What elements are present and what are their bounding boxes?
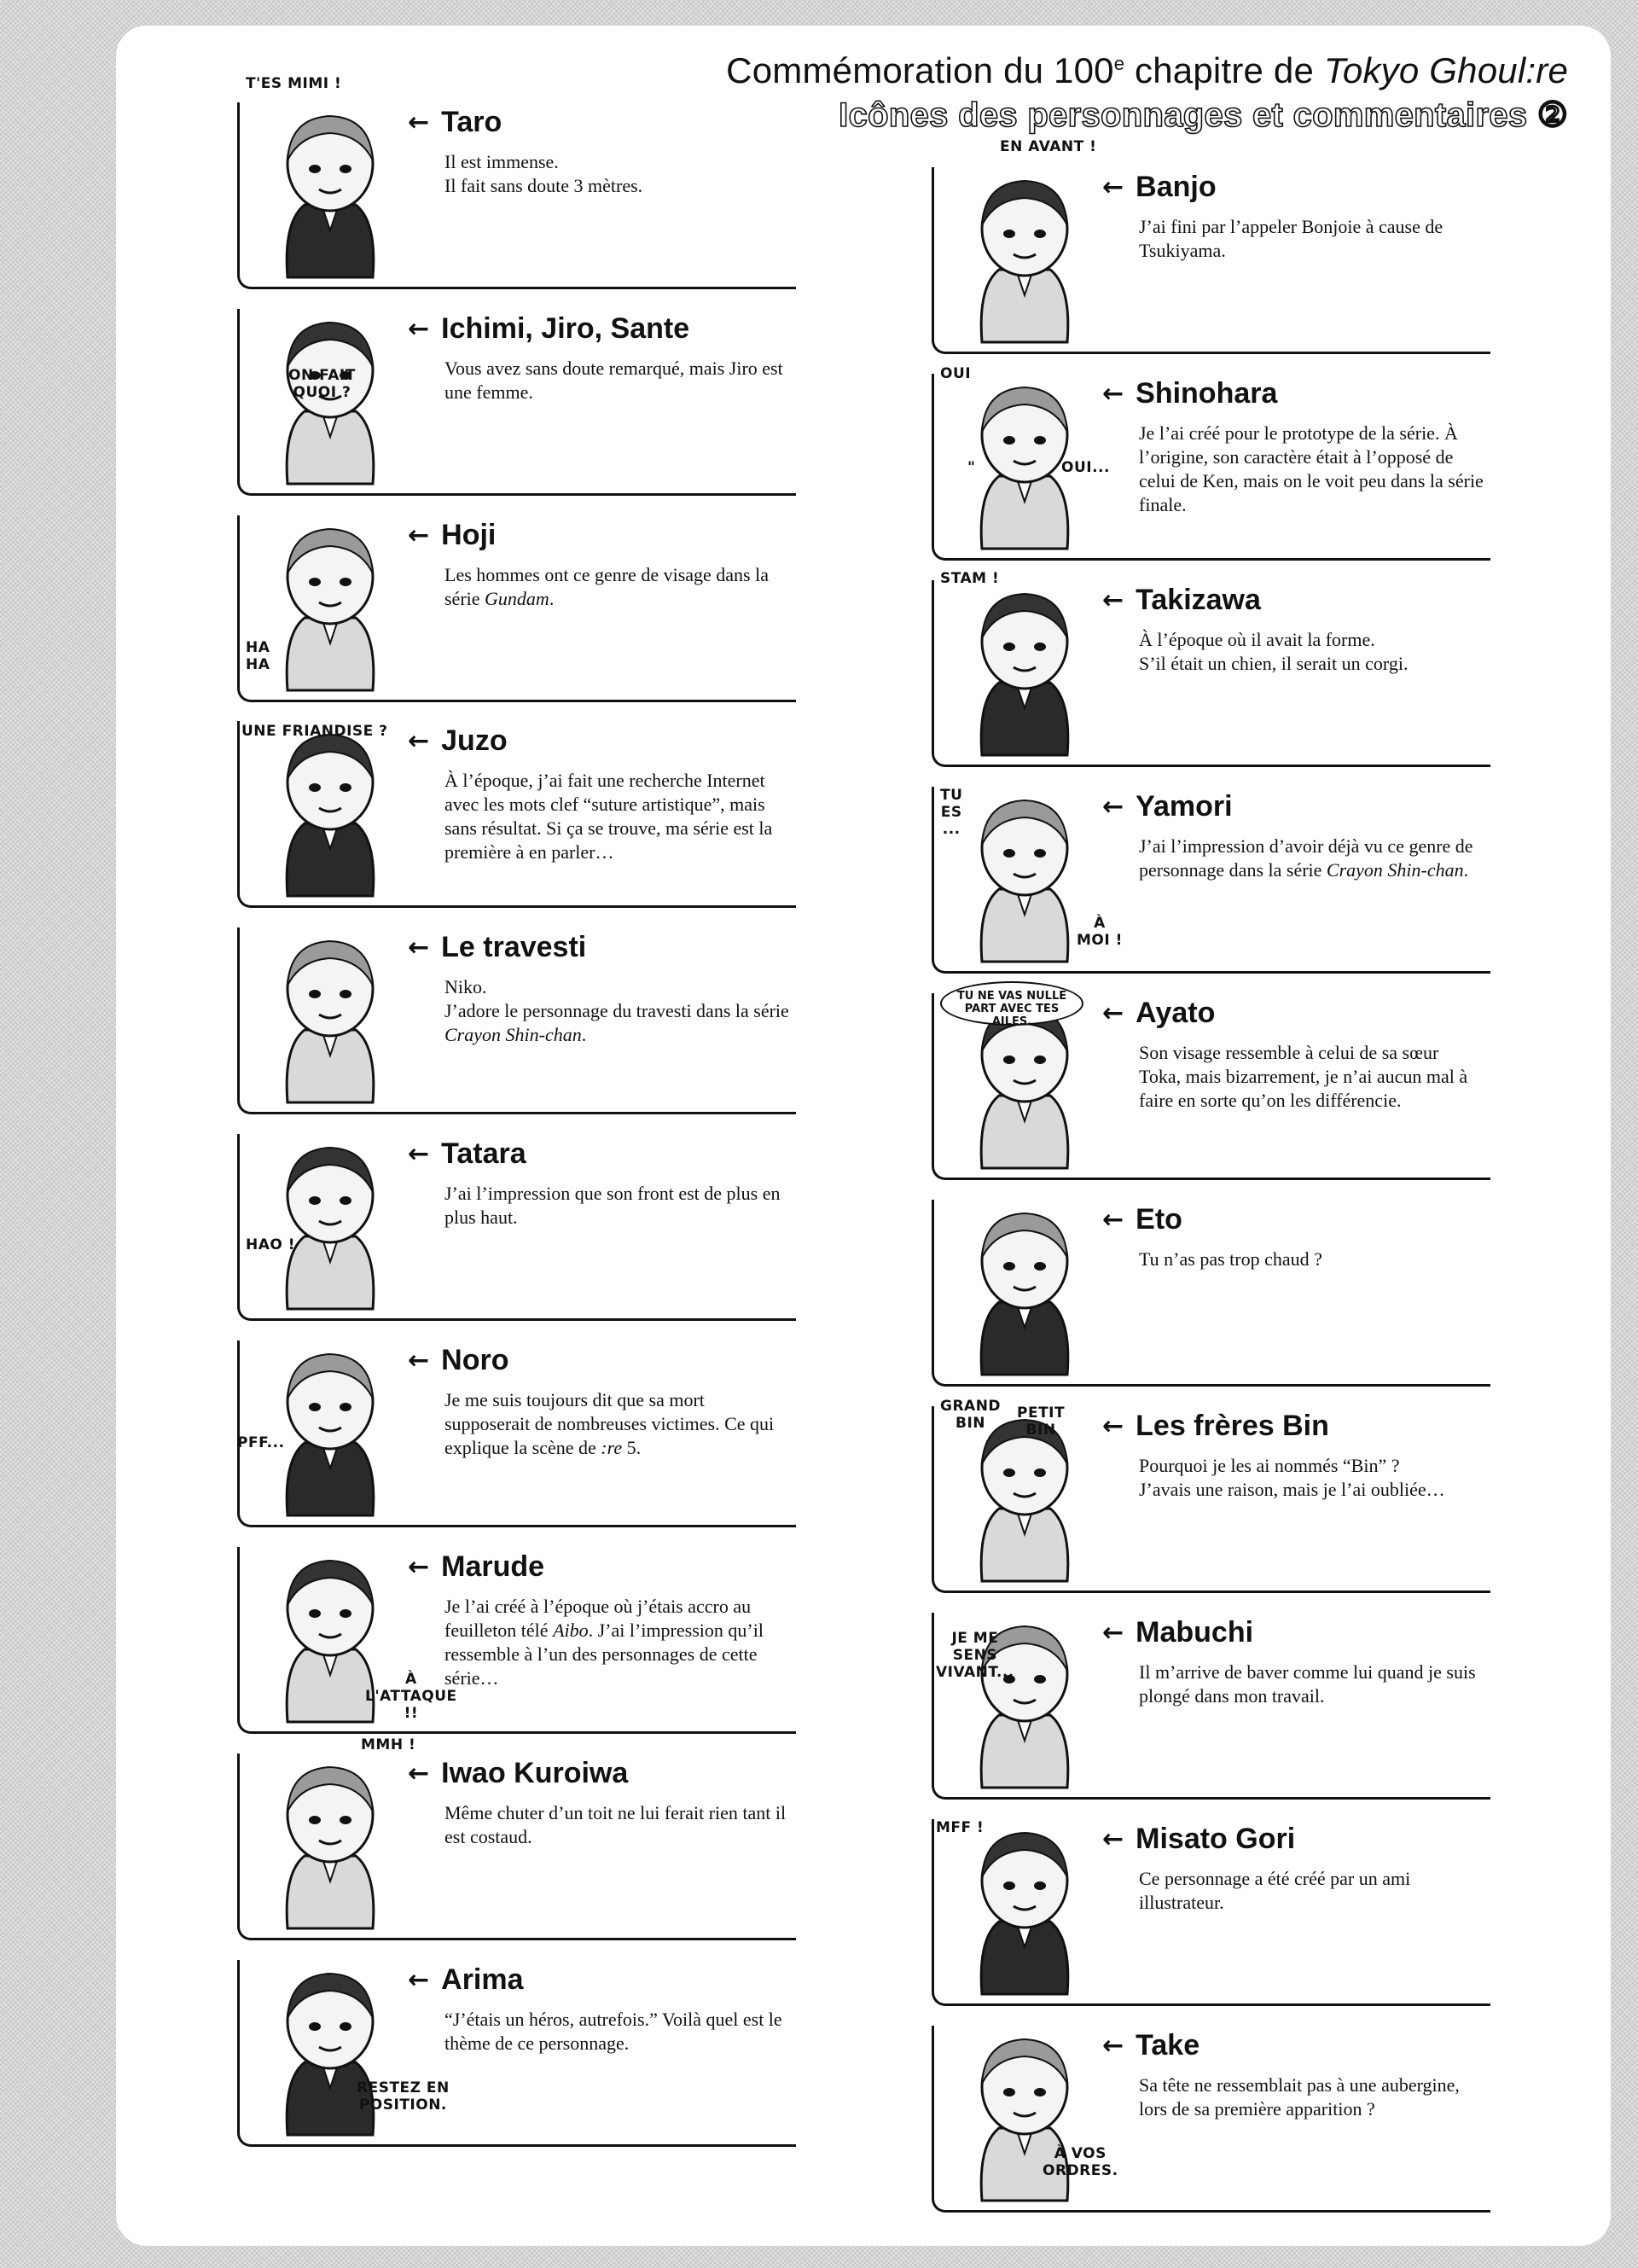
character-entry <box>932 365 1495 561</box>
name-row <box>1102 1616 1253 1649</box>
comment-text-end: . <box>549 588 555 609</box>
character-name: Taro <box>441 106 502 138</box>
character-name: Juzo <box>441 724 508 757</box>
name-row <box>408 1757 628 1790</box>
bun-hair-icon <box>944 1811 1106 2000</box>
heart-character-icon <box>249 919 411 1108</box>
character-entry <box>932 778 1495 974</box>
comment-italic: Aibo <box>553 1620 589 1641</box>
character-entry <box>237 712 800 909</box>
character-comment <box>1139 1247 1484 1271</box>
comment-text: Les hommes ont ce genre de visage dans la série <box>444 564 769 609</box>
name-row <box>408 1963 524 1997</box>
comment-line: “J’étais un héros, autrefois.” Voilà quel est le thème de ce personnage. <box>444 2009 782 2054</box>
character-comment <box>1139 215 1484 263</box>
exclamation-text-3: " <box>967 459 976 476</box>
character-comment <box>1139 1454 1484 1502</box>
exclamation-text-2: À MOI ! <box>1077 915 1123 949</box>
character-name: Tatara <box>441 1137 526 1170</box>
character-name: Yamori <box>1136 790 1233 823</box>
character-comment <box>1139 1660 1484 1708</box>
character-name: Eto <box>1136 1203 1182 1236</box>
comment-line: À l’époque, j’ai fait une recherche Internet avec les mots clef “suture artistique”, mais sans résultat. Si ça se trouve, ma série est la première à en parler… <box>444 770 773 863</box>
spiky-hair-icon <box>944 572 1106 761</box>
comment-line: Même chuter d’un toit ne lui ferait rien tant il est costaud. <box>444 1802 787 1847</box>
exclamation-text-2: OUI... <box>1061 459 1110 476</box>
comment-line: Il est immense. <box>444 151 559 172</box>
page-subtitle: Icônes des personnages et commentaires ② <box>839 96 1568 134</box>
comment-line: Ce personnage a été créé par un ami illustrateur. <box>1139 1868 1411 1913</box>
arrow-left-icon: ← <box>1102 2031 1124 2061</box>
character-comment <box>444 150 790 198</box>
character-entry <box>237 1538 800 1735</box>
comment-text-end: . <box>581 1024 587 1045</box>
comment-line: Tu n’as pas trop chaud ? <box>1139 1248 1322 1270</box>
name-row <box>1102 790 1233 823</box>
title-prefix: Commémoration du 100 <box>726 50 1114 90</box>
character-name: Mabuchi <box>1136 1616 1254 1649</box>
character-name: Iwao Kuroiwa <box>441 1757 629 1789</box>
title-italic: Tokyo Ghoul:re <box>1323 50 1568 90</box>
arrow-left-icon: ← <box>408 108 430 137</box>
comment-text-end: . J’ai l’impression qu’il ressemble à l’un des personnages de cette série… <box>444 1620 764 1689</box>
exclamation-text-2: PETIT BIN <box>1017 1404 1066 1439</box>
exclamation-text: RESTEZ EN POSITION. <box>357 2079 450 2114</box>
character-name: Ichimi, Jiro, Sante <box>441 312 690 345</box>
name-row <box>1102 377 1277 410</box>
arrow-left-icon: ← <box>408 726 430 756</box>
character-entry <box>932 572 1495 768</box>
name-row <box>1102 584 1261 617</box>
character-name: Noro <box>441 1344 509 1376</box>
arrow-left-icon: ← <box>1102 1824 1124 1854</box>
character-name: Arima <box>441 1963 524 1996</box>
arrow-left-icon: ← <box>1102 1618 1124 1648</box>
character-entry <box>237 1332 800 1528</box>
arrow-left-icon: ← <box>408 933 430 962</box>
name-row <box>408 106 502 139</box>
character-comment <box>444 1182 790 1230</box>
comment-line: Niko. <box>444 976 487 997</box>
character-entry <box>237 1951 800 2148</box>
exclamation-text: MMH ! <box>361 1736 416 1753</box>
exclamation-text: UNE FRIANDISE ? <box>241 723 388 740</box>
character-comment <box>444 2008 790 2056</box>
exclamation-text: T'ES MIMI ! <box>246 75 342 92</box>
character-comment <box>1139 1041 1484 1113</box>
character-comment <box>444 1388 790 1460</box>
character-entry <box>932 985 1495 1181</box>
exclamation-text: JE ME SENS VIVANT... <box>936 1630 1014 1681</box>
character-entry <box>932 1811 1495 2007</box>
comment-line: Il m’arrive de baver comme lui quand je suis plongé dans mon travail. <box>1139 1661 1476 1707</box>
comment-text-end: . <box>1463 859 1469 881</box>
speech-bubble: TU NE VAS NULLE PART AVEC TES AILES. <box>940 981 1083 1026</box>
name-row <box>1102 2029 1199 2062</box>
character-comment <box>444 1595 790 1690</box>
character-entry <box>932 1398 1495 1594</box>
big-man-icon <box>249 1745 411 1934</box>
character-comment <box>444 357 790 404</box>
page <box>116 26 1611 2246</box>
character-entry <box>237 75 800 290</box>
arrow-left-icon: ← <box>1102 1205 1124 1235</box>
arrow-left-icon: ← <box>408 1965 430 1995</box>
name-row <box>408 1137 526 1171</box>
character-comment <box>444 769 790 864</box>
giant-character-icon <box>249 94 411 283</box>
arrow-left-icon: ← <box>408 1139 430 1169</box>
comment-line: J’avais une raison, mais je l’ai oubliée… <box>1139 1479 1445 1500</box>
character-entry <box>237 1736 800 1941</box>
name-row <box>1102 997 1215 1030</box>
arrow-left-icon: ← <box>1102 792 1124 822</box>
character-name: Le travesti <box>441 931 587 963</box>
arrow-left-icon: ← <box>1102 585 1124 615</box>
name-row <box>408 519 496 552</box>
character-name: Les frères Bin <box>1136 1410 1329 1442</box>
name-row <box>408 312 689 346</box>
character-entry <box>237 919 800 1115</box>
character-entry <box>932 138 1495 355</box>
character-name: Misato Gori <box>1136 1823 1296 1855</box>
exclamation-text: TU ES ... <box>940 787 963 838</box>
character-comment <box>1139 835 1484 882</box>
exclamation-text: OUI <box>940 365 972 382</box>
exclamation-text: À L'ATTAQUE !! <box>365 1671 457 1722</box>
title-mid: chapitre de <box>1124 50 1324 90</box>
exclamation-text: GRAND BIN <box>940 1398 1002 1432</box>
name-row <box>1102 1823 1295 1856</box>
comment-line: J’ai l’impression que son front est de plus en plus haut. <box>444 1183 781 1228</box>
name-row <box>1102 1203 1182 1236</box>
name-row <box>408 1550 544 1584</box>
character-name: Take <box>1136 2029 1200 2062</box>
exclamation-text: HAO ! <box>246 1236 296 1253</box>
suit-man-icon <box>249 507 411 696</box>
exclamation-text: STAM ! <box>940 570 1000 587</box>
character-comment <box>444 1801 790 1849</box>
comment-line: S’il était un chien, il serait un corgi. <box>1139 653 1409 674</box>
comment-text: Je l’ai créé à l’époque où j’étais accro au feuilleton télé <box>444 1596 752 1641</box>
grinning-mask-icon <box>249 1332 411 1521</box>
arrow-left-icon: ← <box>408 314 430 344</box>
masked-man-icon <box>249 1125 411 1315</box>
character-entry <box>932 1191 1495 1387</box>
page-title <box>726 41 1568 94</box>
name-row <box>408 931 586 964</box>
character-name: Shinohara <box>1136 377 1278 410</box>
character-entry <box>932 2017 1495 2213</box>
exclamation-text: À VOS ORDRES. <box>1043 2145 1118 2179</box>
name-row <box>408 724 508 758</box>
comment-line: À l’époque où il avait la forme. <box>1139 629 1375 650</box>
comment-italic: :re <box>601 1437 623 1458</box>
name-row <box>408 1344 508 1377</box>
comment-italic: Crayon Shin-chan <box>1326 859 1464 881</box>
character-entry <box>237 507 800 703</box>
comment-italic: Crayon Shin-chan <box>444 1024 582 1045</box>
stitched-boy-icon <box>249 712 411 902</box>
comment-line: Je l’ai créé pour le prototype de la série. À l’origine, son caractère était à l’opposé de celui de Ken, mais on le voit peu dans la série finale. <box>1139 422 1484 515</box>
character-comment <box>444 975 790 1047</box>
arrow-left-icon: ← <box>1102 1411 1124 1441</box>
arrow-left-icon: ← <box>408 1552 430 1582</box>
arrow-left-icon: ← <box>408 1759 430 1788</box>
comment-line: Son visage ressemble à celui de sa sœur Toka, mais bizarrement, je n’ai aucun mal à faire en sorte qu’on les différencie. <box>1139 1042 1468 1111</box>
comment-line: J’adore le personnage du travesti dans la série <box>444 1000 789 1021</box>
comment-text-end: 5. <box>622 1437 642 1458</box>
character-entry <box>237 300 800 497</box>
exclamation-text: HA HA <box>246 639 270 673</box>
comment-text: Je me suis toujours dit que sa mort supposerait de nombreuses victimes. Ce qui explique la scène de <box>444 1389 775 1458</box>
arrow-left-icon: ← <box>1102 172 1124 202</box>
arrow-left-icon: ← <box>408 520 430 550</box>
character-name: Ayato <box>1136 997 1216 1029</box>
arrow-left-icon: ← <box>1102 998 1124 1028</box>
exclamation-text: PFF... <box>237 1434 285 1451</box>
banjo-icon <box>944 159 1106 348</box>
character-comment <box>1139 1867 1484 1915</box>
character-entry <box>932 1604 1495 1800</box>
exclamation-text: ON FAIT QUOI ? <box>288 367 356 401</box>
title-sup: e <box>1113 53 1125 74</box>
character-name: Hoji <box>441 519 497 551</box>
comment-text: J’ai l’impression d’avoir déjà vu ce genre de personnage dans la série <box>1139 835 1473 881</box>
character-name: Takizawa <box>1136 584 1261 616</box>
character-comment <box>444 563 790 611</box>
name-row <box>1102 1410 1329 1443</box>
character-name: Marude <box>441 1550 545 1583</box>
character-entry <box>237 1125 800 1322</box>
comment-line: J’ai fini par l’appeler Bonjoie à cause de Tsukiyama. <box>1139 216 1443 261</box>
arrow-left-icon: ← <box>1102 379 1124 409</box>
character-comment <box>1139 2073 1484 2121</box>
character-comment <box>1139 422 1484 517</box>
exclamation-text: EN AVANT ! <box>1000 138 1097 155</box>
exclamation-text: MFF ! <box>936 1819 985 1836</box>
character-name: Banjo <box>1136 171 1217 203</box>
header <box>726 41 1568 137</box>
comment-italic: Gundam <box>485 588 549 609</box>
character-comment <box>1139 628 1484 676</box>
bandaged-hood-icon <box>944 1191 1106 1381</box>
name-row <box>1102 171 1217 204</box>
comment-line: Il fait sans doute 3 mètres. <box>444 175 643 196</box>
comment-line: Pourquoi je les ai nommés “Bin” ? <box>1139 1455 1400 1476</box>
comment-line: Vous avez sans doute remarqué, mais Jiro est une femme. <box>444 358 783 403</box>
comment-line: Sa tête ne ressemblait pas à une aubergine, lors de sa première apparition ? <box>1139 2074 1460 2120</box>
arrow-left-icon: ← <box>408 1346 430 1375</box>
